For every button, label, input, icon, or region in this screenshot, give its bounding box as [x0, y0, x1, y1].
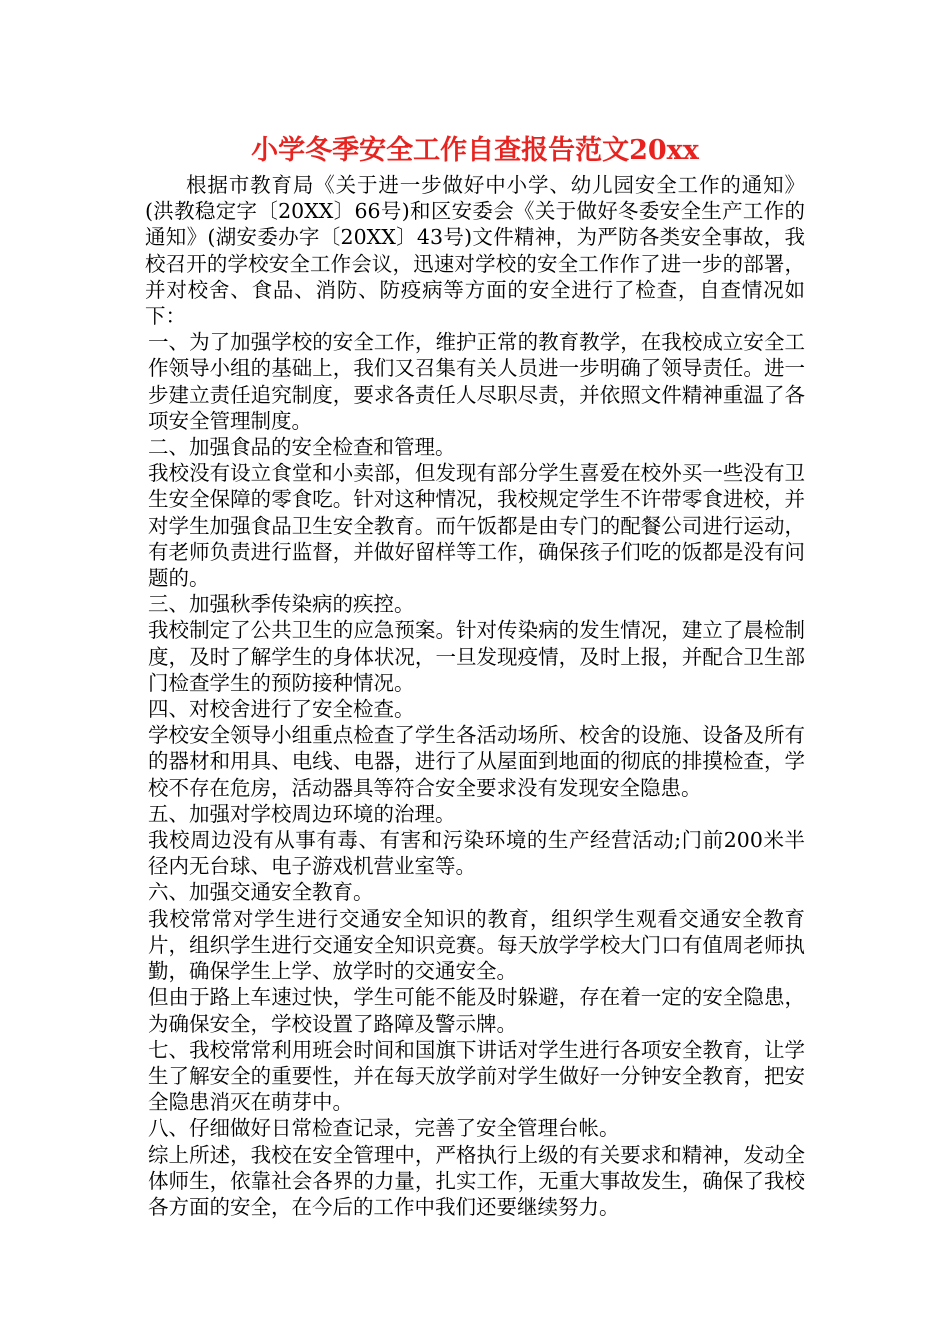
section-4-heading: 四、对校舍进行了安全检查。 — [148, 697, 415, 722]
section-4-paragraph: 学校安全领导小组重点检查了学生各活动场所、校舍的设施、设备及所有的器材和用具、电线、电器，进行了从屋面到地面的彻底的排摸检查，学校不存在危房，活动器具等符合安全要求没有发现安全隐患。 — [148, 723, 805, 800]
section-5-heading: 五、加强对学校周边环境的治理。 — [148, 801, 456, 826]
section-2-heading: 二、加强食品的安全检查和管理。 — [148, 435, 456, 460]
conclusion-paragraph: 综上所述，我校在安全管理中，严格执行上级的有关要求和精神，发动全体师生，依靠社会各界的力量，扎实工作，无重大事故发生，确保了我校各方面的安全，在今后的工作中我们还要继续努力。 — [148, 1142, 805, 1219]
document-title: 小学冬季安全工作自查报告范文20xx — [251, 135, 699, 166]
section-3-paragraph: 我校制定了公共卫生的应急预案。针对传染病的发生情况，建立了晨检制度，及时了解学生的身体状况，一旦发现疫情，及时上报，并配合卫生部门检查学生的预防接种情况。 — [148, 618, 805, 695]
section-3-heading: 三、加强秋季传染病的疾控。 — [148, 592, 415, 617]
document-body — [145, 172, 805, 1220]
section-7-paragraph: 七、我校常常利用班会时间和国旗下讲话对学生进行各项安全教育，让学生了解安全的重要性，并在每天放学前对学生做好一分钟安全教育，把安全隐患消灭在萌芽中。 — [148, 1037, 805, 1115]
section-6-paragraph: 我校常常对学生进行交通安全知识的教育，组织学生观看交通安全教育片，组织学生进行交通安全知识竞赛。每天放学学校大门口有值周老师执勤，确保学生上学、放学时的交通安全。 — [148, 906, 805, 984]
section-5-paragraph: 我校周边没有从事有毒、有害和污染环境的生产经营活动;门前200米半径内无台球、电子游戏机营业室等。 — [148, 828, 805, 879]
section-8-heading: 八、仔细做好日常检查记录，完善了安全管理台帐。 — [148, 1116, 620, 1141]
section-6-heading: 六、加强交通安全教育。 — [148, 880, 374, 905]
section-6-paragraph-2: 但由于路上车速过快，学生可能不能及时躲避，存在着一定的安全隐患，为确保安全，学校设置了路障及警示牌。 — [148, 985, 805, 1036]
intro-paragraph: 根据市教育局《关于进一步做好中小学、幼儿园安全工作的通知》(洪教稳定字〔20XX〕66号)和区安委会《关于做好冬委安全生产工作的通知》(湖安委办字〔20XX〕43号)文件精神，为严防各类安全事故，我校召开的学校安全工作会议，迅速对学校的安全工作作了进一步的部署，并对校舍、食品、消防、防疫病等方面的安全进行了检查，自查情况如下： — [145, 173, 805, 329]
section-1-paragraph: 一、为了加强学校的安全工作，维护正常的教育教学，在我校成立安全工作领导小组的基础上，我们又召集有关人员进一步明确了领导责任。进一步建立责任追究制度，要求各责任人尽职尽责，并依照文件精神重温了各项安全管理制度。 — [148, 330, 805, 433]
section-2-paragraph: 我校没有设立食堂和小卖部，但发现有部分学生喜爱在校外买一些没有卫生安全保障的零食吃。针对这种情况，我校规定学生不许带零食进校，并对学生加强食品卫生安全教育。而午饭都是由专门的配餐公司进行运动，有老师负责进行监督，并做好留样等工作，确保孩子们吃的饭都是没有问题的。 — [148, 461, 805, 591]
